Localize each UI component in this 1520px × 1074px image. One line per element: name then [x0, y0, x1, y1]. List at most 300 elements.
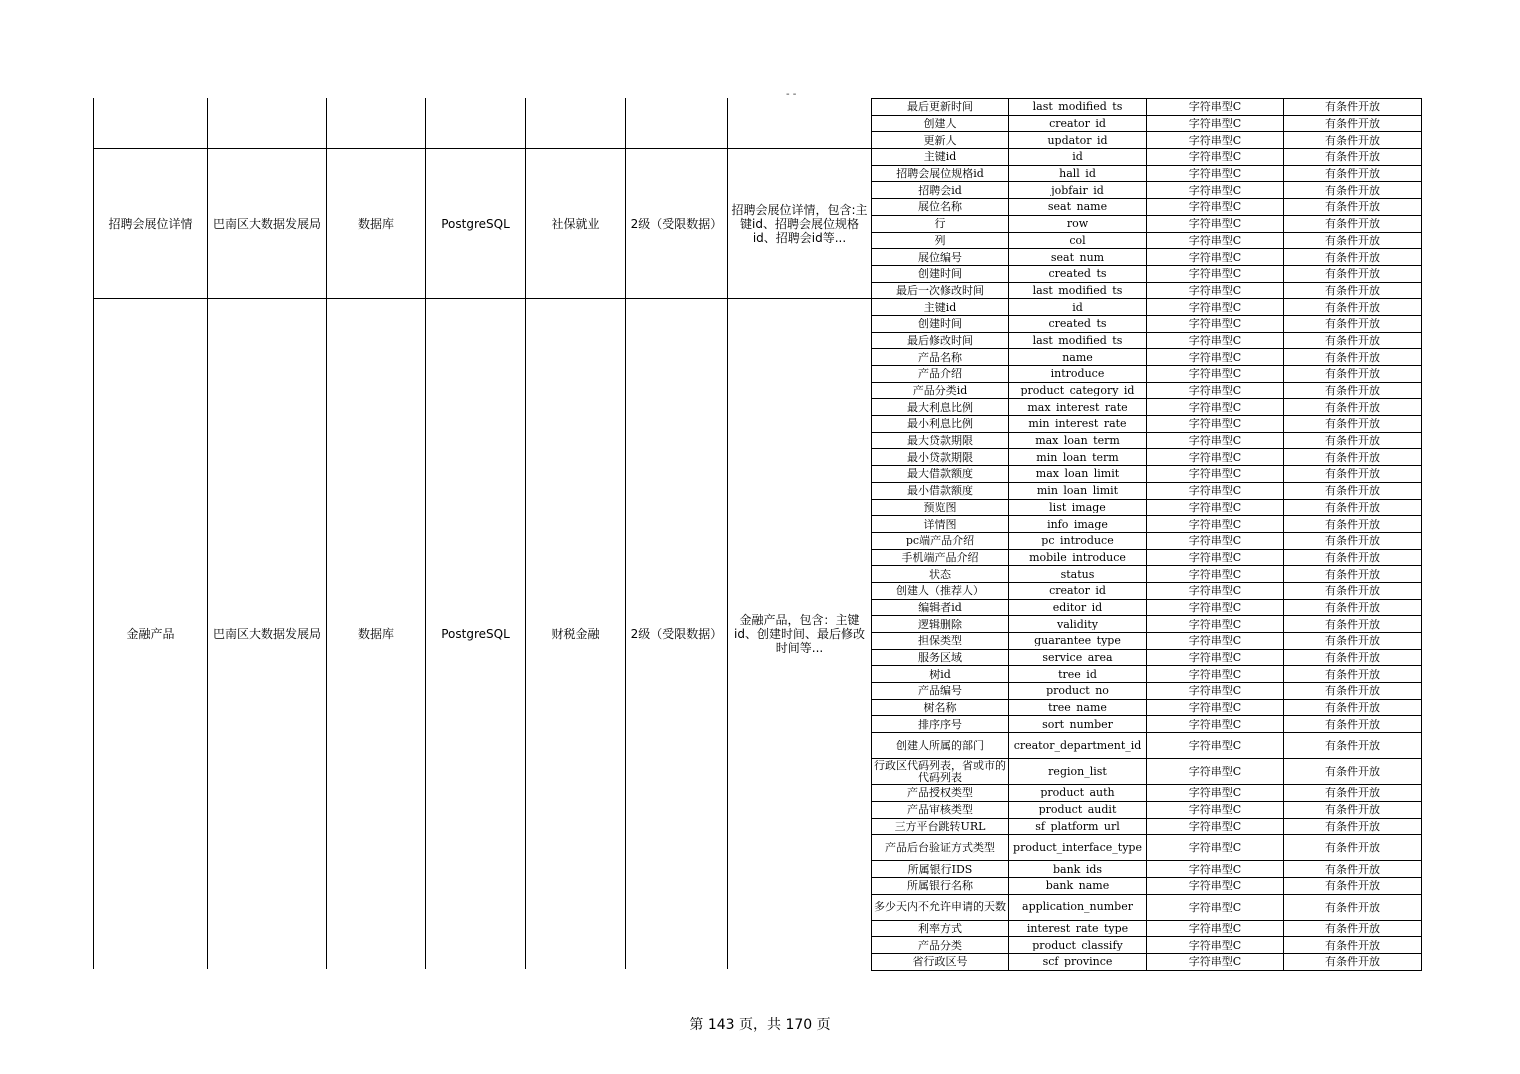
field-table: [871, 98, 1422, 971]
field-en-name: [1009, 499, 1147, 516]
field-open-type: [1284, 877, 1422, 894]
field-open-type-text: 有条件开放: [1325, 251, 1380, 263]
field-cn-name-text: 招聘会展位规格id: [896, 168, 984, 180]
field-open-type-text: 有条件开放: [1325, 804, 1380, 816]
field-open-type: [1284, 759, 1422, 785]
field-open-type: [1284, 115, 1422, 132]
field-data-type: [1147, 666, 1284, 683]
field-row: [872, 432, 1422, 449]
field-open-type: [1284, 532, 1422, 549]
field-open-type-text: 有条件开放: [1325, 168, 1380, 180]
field-open-type: [1284, 499, 1422, 516]
field-en-name-text: product_audit: [1038, 804, 1117, 816]
field-open-type-text: 有条件开放: [1325, 939, 1380, 951]
field-open-type-text: 有条件开放: [1325, 901, 1380, 913]
field-open-type: [1284, 399, 1422, 416]
field-data-type-text: 字符串型C: [1188, 368, 1242, 380]
field-open-type-text: 有条件开放: [1325, 318, 1380, 330]
field-open-type-text: 有条件开放: [1325, 368, 1380, 380]
field-en-name-text: status: [1060, 568, 1095, 580]
field-row: [872, 582, 1422, 599]
field-data-type: [1147, 937, 1284, 954]
field-en-name-text: service_area: [1042, 652, 1113, 664]
field-open-type-text: 有条件开放: [1325, 635, 1380, 647]
field-en-name-text: bank_name: [1045, 880, 1110, 892]
field-cn-name-text: 排序序号: [918, 718, 962, 730]
field-en-name-text: col: [1069, 234, 1086, 246]
field-en-name: [1009, 801, 1147, 818]
field-open-type: [1284, 920, 1422, 937]
field-row: [872, 633, 1422, 650]
field-data-type-text: 字符串型C: [1188, 585, 1242, 597]
field-data-type-text: 字符串型C: [1188, 901, 1242, 913]
field-open-type-text: 有条件开放: [1325, 351, 1380, 363]
field-open-type: [1284, 416, 1422, 433]
field-en-name: [1009, 215, 1147, 232]
field-en-name-text: product_no: [1046, 685, 1109, 697]
field-data-type: [1147, 785, 1284, 802]
field-row: [872, 699, 1422, 716]
field-en-name: [1009, 165, 1147, 182]
field-en-name-text: interest_rate_type: [1026, 922, 1129, 934]
resource-level: 2级（受限数据）: [630, 216, 723, 231]
field-cn-name: [872, 332, 1009, 349]
field-data-type: [1147, 215, 1284, 232]
resource-name: 招聘会展位详情: [108, 216, 193, 231]
field-cn-name-text: 最后更新时间: [907, 101, 973, 113]
field-open-type: [1284, 633, 1422, 650]
field-open-type-text: 有条件开放: [1325, 535, 1380, 547]
field-cn-name: [872, 582, 1009, 599]
field-data-type-text: 字符串型C: [1188, 740, 1242, 752]
field-row: [872, 315, 1422, 332]
resource-type: 数据库: [357, 627, 394, 641]
resource-name: 金融产品: [126, 627, 175, 641]
field-data-type: [1147, 599, 1284, 616]
field-open-type: [1284, 99, 1422, 116]
field-cn-name-text: 最小借款额度: [907, 485, 973, 497]
field-data-type-text: 字符串型C: [1188, 451, 1242, 463]
field-en-name: [1009, 566, 1147, 583]
field-en-name: [1009, 616, 1147, 633]
field-data-type: [1147, 582, 1284, 599]
field-open-type-text: 有条件开放: [1325, 601, 1380, 613]
field-data-type: [1147, 165, 1284, 182]
field-cn-name-text: 最小利息比例: [907, 418, 973, 430]
field-data-type-text: 字符串型C: [1188, 766, 1242, 778]
field-cn-name-text: 最大借款额度: [907, 468, 973, 480]
field-en-name: [1009, 699, 1147, 716]
field-open-type: [1284, 315, 1422, 332]
field-cn-name-text: 编辑者id: [918, 601, 962, 613]
field-en-name: [1009, 582, 1147, 599]
field-en-name-text: editor_id: [1052, 601, 1103, 613]
field-open-type: [1284, 801, 1422, 818]
field-open-type: [1284, 349, 1422, 366]
field-open-type-text: 有条件开放: [1325, 234, 1380, 246]
field-en-name: [1009, 115, 1147, 132]
field-open-type-text: 有条件开放: [1325, 702, 1380, 714]
field-open-type: [1284, 165, 1422, 182]
field-row: [872, 953, 1422, 970]
field-open-type-text: 有条件开放: [1325, 863, 1380, 875]
field-open-type: [1284, 366, 1422, 383]
field-en-name: [1009, 149, 1147, 166]
field-en-name: [1009, 416, 1147, 433]
field-en-name-text: name: [1062, 351, 1093, 363]
field-en-name-text: application_number: [1022, 901, 1133, 914]
field-open-type: [1284, 299, 1422, 316]
field-data-type-text: 字符串型C: [1188, 804, 1242, 816]
field-cn-name-text: 树名称: [923, 702, 957, 714]
field-en-name: [1009, 182, 1147, 199]
field-row: [872, 566, 1422, 583]
field-cn-name-text: 创建人（推荐人）: [896, 585, 984, 597]
field-row: [872, 349, 1422, 366]
field-row: [872, 532, 1422, 549]
field-en-name: [1009, 315, 1147, 332]
field-data-type-text: 字符串型C: [1188, 485, 1242, 497]
field-open-type: [1284, 666, 1422, 683]
field-en-name-text: product_auth: [1040, 787, 1115, 799]
field-en-name-text: product_category_id: [1020, 385, 1135, 397]
field-cn-name: [872, 699, 1009, 716]
field-open-type: [1284, 835, 1422, 861]
field-cn-name-text: 产品分类: [918, 939, 962, 951]
field-open-type-text: 有条件开放: [1325, 766, 1380, 778]
field-data-type: [1147, 149, 1284, 166]
field-en-name: [1009, 649, 1147, 666]
field-data-type-text: 字符串型C: [1188, 718, 1242, 730]
field-cn-name: [872, 801, 1009, 818]
field-open-type-text: 有条件开放: [1325, 435, 1380, 447]
field-cn-name-text: 创建人: [923, 118, 957, 130]
field-data-type-text: 字符串型C: [1188, 601, 1242, 613]
field-cn-name: [872, 532, 1009, 549]
field-cn-name-text: 列: [934, 234, 946, 246]
field-cn-name: [872, 818, 1009, 835]
field-en-name-text: updator_id: [1047, 134, 1108, 146]
field-cn-name: [872, 953, 1009, 970]
field-cn-name-text: 多少天内不允许申请的天数: [874, 901, 1006, 914]
field-cn-name: [872, 599, 1009, 616]
resource-category: 财税金融: [551, 627, 600, 641]
field-cn-name-text: 逻辑删除: [918, 618, 962, 630]
field-row: [872, 785, 1422, 802]
field-data-type: [1147, 516, 1284, 533]
field-en-name-text: creator_id: [1049, 585, 1106, 597]
field-open-type-text: 有条件开放: [1325, 118, 1380, 130]
field-data-type: [1147, 282, 1284, 299]
field-data-type-text: 字符串型C: [1188, 435, 1242, 447]
field-open-type-text: 有条件开放: [1325, 485, 1380, 497]
field-data-type-text: 字符串型C: [1188, 201, 1242, 213]
field-en-name: [1009, 249, 1147, 266]
field-open-type-text: 有条件开放: [1325, 151, 1380, 163]
field-open-type-text: 有条件开放: [1325, 284, 1380, 296]
field-en-name: [1009, 199, 1147, 216]
field-data-type: [1147, 232, 1284, 249]
field-open-type: [1284, 683, 1422, 700]
field-open-type: [1284, 199, 1422, 216]
field-data-type-text: 字符串型C: [1188, 401, 1242, 413]
field-en-name: [1009, 920, 1147, 937]
field-data-type: [1147, 432, 1284, 449]
field-cn-name-text: 最小贷款期限: [907, 451, 973, 463]
field-en-name: [1009, 349, 1147, 366]
field-data-type: [1147, 199, 1284, 216]
cut-text-fragment: - -: [786, 89, 797, 100]
field-open-type: [1284, 785, 1422, 802]
field-cn-name: [872, 633, 1009, 650]
field-row: [872, 182, 1422, 199]
field-en-name: [1009, 666, 1147, 683]
field-en-name-text: mobile_introduce: [1029, 551, 1126, 563]
field-cn-name: [872, 835, 1009, 861]
field-cn-name-text: 创建时间: [918, 268, 962, 280]
field-data-type-text: 字符串型C: [1188, 468, 1242, 480]
field-open-type: [1284, 282, 1422, 299]
field-en-name: [1009, 953, 1147, 970]
field-en-name: [1009, 835, 1147, 861]
field-open-type: [1284, 449, 1422, 466]
field-data-type-text: 字符串型C: [1188, 635, 1242, 647]
field-data-type: [1147, 265, 1284, 282]
field-en-name-text: validity: [1056, 618, 1098, 630]
field-cn-name-text: 服务区域: [918, 652, 962, 664]
field-en-name-text: creator_id: [1049, 118, 1106, 130]
field-open-type-text: 有条件开放: [1325, 685, 1380, 697]
field-cn-name-text: 创建时间: [918, 318, 962, 330]
field-data-type-text: 字符串型C: [1188, 685, 1242, 697]
field-cn-name-text: 所属银行IDS: [907, 863, 973, 875]
resource-category: 社保就业: [551, 216, 600, 231]
field-en-name-text: max_interest_rate: [1027, 401, 1128, 413]
field-row: [872, 366, 1422, 383]
field-row: [872, 382, 1422, 399]
field-row: [872, 99, 1422, 116]
field-row: [872, 232, 1422, 249]
field-cn-name: [872, 182, 1009, 199]
field-cn-name-text: 三方平台跳转URL: [894, 820, 986, 832]
field-open-type: [1284, 432, 1422, 449]
field-row: [872, 282, 1422, 299]
field-row: [872, 801, 1422, 818]
field-en-name-text: list_image: [1049, 501, 1106, 513]
field-open-type-text: 有条件开放: [1325, 842, 1380, 854]
field-open-type: [1284, 894, 1422, 920]
field-row: [872, 759, 1422, 785]
field-cn-name-text: 产品分类id: [912, 385, 968, 397]
field-cn-name-text: 详情图: [923, 518, 957, 530]
field-cn-name: [872, 432, 1009, 449]
field-data-type: [1147, 616, 1284, 633]
field-data-type: [1147, 399, 1284, 416]
field-cn-name-text: 产品介绍: [918, 368, 962, 380]
field-data-type: [1147, 466, 1284, 483]
field-cn-name: [872, 349, 1009, 366]
field-row: [872, 920, 1422, 937]
field-cn-name-text: 产品名称: [918, 351, 962, 363]
field-en-name: [1009, 716, 1147, 733]
field-cn-name: [872, 482, 1009, 499]
field-data-type: [1147, 182, 1284, 199]
field-data-type-text: 字符串型C: [1188, 168, 1242, 180]
field-open-type-text: 有条件开放: [1325, 101, 1380, 113]
field-data-type-text: 字符串型C: [1188, 618, 1242, 630]
field-cn-name-text: 省行政区号: [912, 956, 968, 968]
field-open-type-text: 有条件开放: [1325, 385, 1380, 397]
field-row: [872, 215, 1422, 232]
field-row: [872, 616, 1422, 633]
field-open-type-text: 有条件开放: [1325, 922, 1380, 934]
field-cn-name: [872, 466, 1009, 483]
field-row: [872, 115, 1422, 132]
field-cn-name: [872, 894, 1009, 920]
field-en-name: [1009, 549, 1147, 566]
field-data-type: [1147, 633, 1284, 650]
field-data-type-text: 字符串型C: [1188, 518, 1242, 530]
field-en-name-text: row: [1066, 218, 1089, 230]
field-open-type-text: 有条件开放: [1325, 418, 1380, 430]
field-data-type: [1147, 115, 1284, 132]
field-cn-name: [872, 716, 1009, 733]
field-en-name: [1009, 332, 1147, 349]
field-cn-name: [872, 683, 1009, 700]
field-en-name: [1009, 132, 1147, 149]
field-data-type-text: 字符串型C: [1188, 334, 1242, 346]
field-en-name-text: min_loan_limit: [1036, 485, 1119, 497]
field-cn-name-text: 主键id: [923, 301, 957, 313]
field-row: [872, 132, 1422, 149]
field-open-type: [1284, 937, 1422, 954]
field-data-type-text: 字符串型C: [1188, 351, 1242, 363]
field-en-name-text: id: [1072, 301, 1083, 313]
field-data-type: [1147, 482, 1284, 499]
field-open-type-text: 有条件开放: [1325, 501, 1380, 513]
field-data-type-text: 字符串型C: [1188, 251, 1242, 263]
field-cn-name: [872, 733, 1009, 759]
field-en-name-text: seat_name: [1047, 201, 1108, 213]
field-open-type-text: 有条件开放: [1325, 201, 1380, 213]
field-en-name-text: bank_ids: [1052, 863, 1103, 875]
field-cn-name: [872, 149, 1009, 166]
field-open-type: [1284, 818, 1422, 835]
field-cn-name: [872, 382, 1009, 399]
field-open-type: [1284, 616, 1422, 633]
field-data-type-text: 字符串型C: [1188, 568, 1242, 580]
field-en-name: [1009, 99, 1147, 116]
field-en-name: [1009, 516, 1147, 533]
field-open-type: [1284, 582, 1422, 599]
field-en-name: [1009, 232, 1147, 249]
field-row: [872, 716, 1422, 733]
field-en-name-text: info_image: [1047, 518, 1108, 530]
field-open-type-text: 有条件开放: [1325, 451, 1380, 463]
field-en-name-text: jobfair_id: [1051, 184, 1104, 196]
field-table-body: [872, 99, 1422, 971]
field-data-type: [1147, 249, 1284, 266]
resource-level: 2级（受限数据）: [630, 627, 723, 641]
field-en-name-text: pc_introduce: [1041, 535, 1114, 547]
field-open-type-text: 有条件开放: [1325, 301, 1380, 313]
field-cn-name: [872, 666, 1009, 683]
field-open-type: [1284, 599, 1422, 616]
field-open-type: [1284, 382, 1422, 399]
field-data-type-text: 字符串型C: [1188, 301, 1242, 313]
field-open-type-text: 有条件开放: [1325, 880, 1380, 892]
field-cn-name: [872, 649, 1009, 666]
field-open-type: [1284, 466, 1422, 483]
field-open-type: [1284, 516, 1422, 533]
field-open-type: [1284, 182, 1422, 199]
field-row: [872, 466, 1422, 483]
field-data-type-text: 字符串型C: [1188, 218, 1242, 230]
field-data-type: [1147, 132, 1284, 149]
field-row: [872, 733, 1422, 759]
field-data-type-text: 字符串型C: [1188, 501, 1242, 513]
field-en-name-text: id: [1072, 151, 1083, 163]
field-data-type-text: 字符串型C: [1188, 118, 1242, 130]
field-open-type: [1284, 549, 1422, 566]
resource-department: 巴南区大数据发展局: [212, 627, 321, 641]
field-open-type-text: 有条件开放: [1325, 652, 1380, 664]
field-cn-name: [872, 499, 1009, 516]
field-open-type-text: 有条件开放: [1325, 568, 1380, 580]
field-cn-name-text: 最大贷款期限: [907, 435, 973, 447]
field-en-name: [1009, 482, 1147, 499]
field-data-type-text: 字符串型C: [1188, 551, 1242, 563]
field-en-name: [1009, 759, 1147, 785]
field-row: [872, 835, 1422, 861]
field-open-type: [1284, 249, 1422, 266]
field-en-name-text: product_classify: [1032, 939, 1123, 951]
field-data-type-text: 字符串型C: [1188, 184, 1242, 196]
field-en-name: [1009, 733, 1147, 759]
field-cn-name-text: 担保类型: [918, 635, 962, 647]
field-data-type-text: 字符串型C: [1188, 418, 1242, 430]
field-row: [872, 877, 1422, 894]
field-cn-name: [872, 199, 1009, 216]
field-open-type-text: 有条件开放: [1325, 668, 1380, 680]
field-en-name: [1009, 937, 1147, 954]
field-cn-name: [872, 449, 1009, 466]
field-data-type-text: 字符串型C: [1188, 668, 1242, 680]
field-open-type-text: 有条件开放: [1325, 401, 1380, 413]
field-data-type-text: 字符串型C: [1188, 652, 1242, 664]
field-data-type-text: 字符串型C: [1188, 939, 1242, 951]
field-en-name: [1009, 818, 1147, 835]
field-open-type: [1284, 132, 1422, 149]
field-en-name: [1009, 449, 1147, 466]
field-cn-name: [872, 232, 1009, 249]
field-open-type-text: 有条件开放: [1325, 820, 1380, 832]
field-cn-name-text: 更新人: [923, 134, 957, 146]
field-row: [872, 399, 1422, 416]
field-data-type: [1147, 716, 1284, 733]
resource-department: 巴南区大数据发展局: [212, 216, 321, 231]
field-cn-name: [872, 99, 1009, 116]
field-open-type: [1284, 699, 1422, 716]
field-row: [872, 482, 1422, 499]
field-en-name-text: scf_province: [1042, 956, 1113, 968]
field-data-type-text: 字符串型C: [1188, 820, 1242, 832]
resource-db-type: PostgreSQL: [441, 216, 510, 231]
field-cn-name: [872, 549, 1009, 566]
field-data-type-text: 字符串型C: [1188, 234, 1242, 246]
field-cn-name: [872, 366, 1009, 383]
field-open-type-text: 有条件开放: [1325, 134, 1380, 146]
